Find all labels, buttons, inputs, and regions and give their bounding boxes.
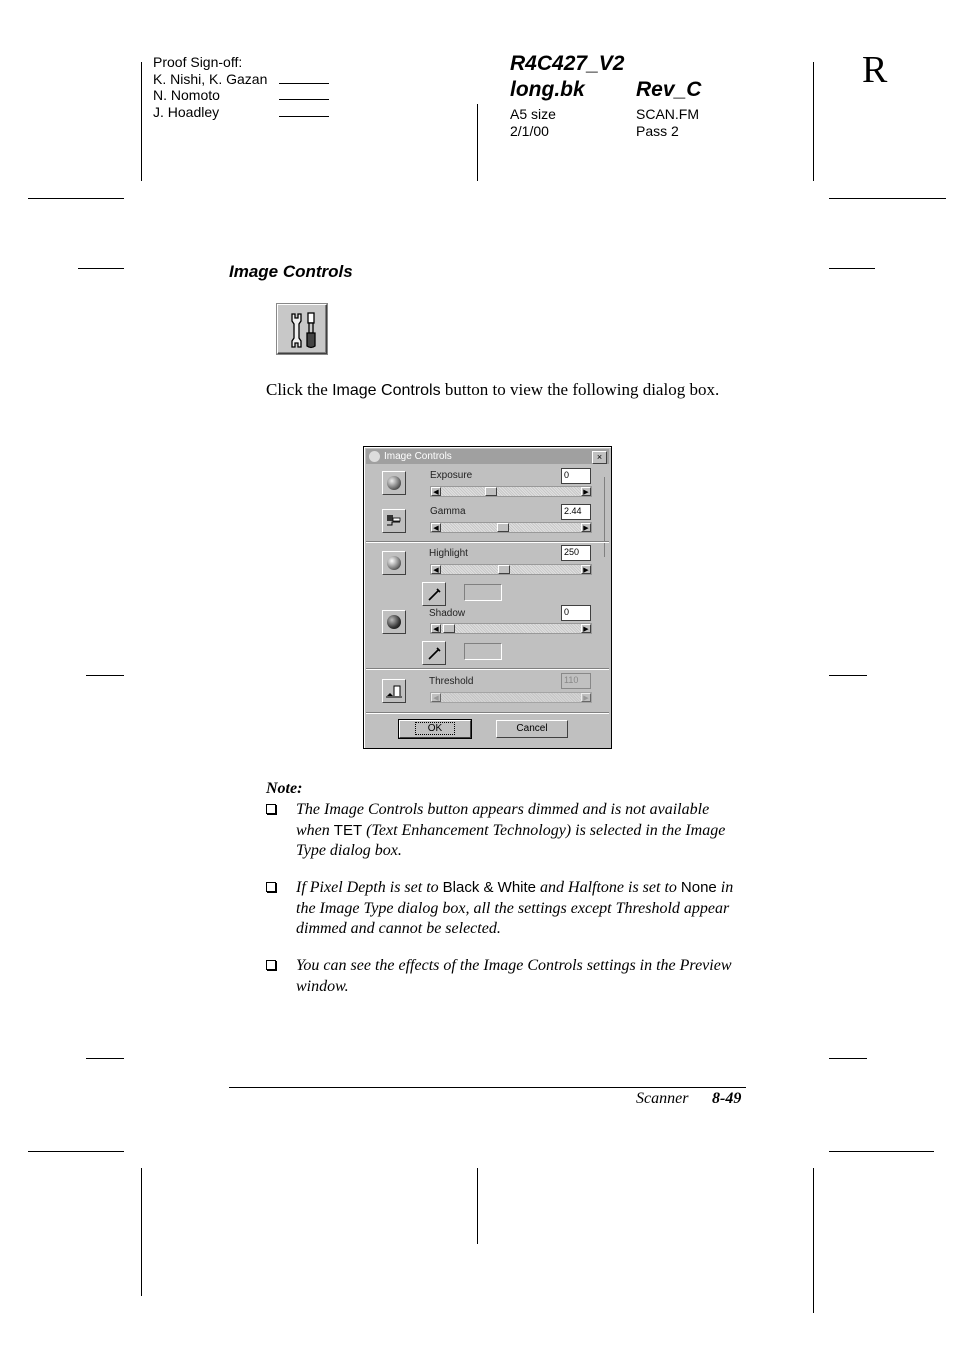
- gamma-label: Gamma: [430, 506, 466, 517]
- footer-page-number: 8-49: [712, 1090, 742, 1107]
- shadow-field[interactable]: 0: [561, 605, 591, 621]
- eyedropper-icon: [423, 642, 445, 664]
- right-arrow-icon[interactable]: ▶: [581, 565, 591, 574]
- crop-mark: [829, 198, 946, 199]
- intro-paragraph: [266, 379, 746, 401]
- slider-thumb[interactable]: [485, 487, 497, 496]
- exposure-label: Exposure: [430, 470, 473, 481]
- signoff-name: K. Nishi, K. Gazan: [153, 70, 268, 87]
- signoff-line: [279, 104, 329, 117]
- right-arrow-icon[interactable]: ▶: [581, 624, 591, 633]
- note-text: You can see the effects of the Image Controls settings in the Preview window.: [296, 957, 732, 995]
- checkbox-bullet-icon: [266, 804, 276, 814]
- checkbox-bullet-icon: [266, 960, 276, 970]
- page-size: A5 size: [510, 106, 556, 122]
- file-name: SCAN.FM: [636, 106, 699, 122]
- gamma-slider[interactable]: [430, 522, 592, 533]
- slider-thumb[interactable]: [443, 624, 455, 633]
- ok-button[interactable]: [399, 720, 471, 738]
- section-heading: Image Controls: [229, 262, 353, 281]
- note-text-part: If Pixel Depth is set to: [296, 879, 443, 896]
- crop-mark: [829, 268, 875, 269]
- shadow-color-box: [464, 643, 502, 660]
- shadow-slider[interactable]: [430, 623, 592, 634]
- cancel-button[interactable]: Cancel: [496, 720, 568, 738]
- footer-chapter: Scanner: [636, 1090, 689, 1107]
- book-name: long.bk: [510, 78, 585, 101]
- para-ui-term: Image Controls: [332, 382, 441, 399]
- threshold-field[interactable]: 110: [561, 673, 591, 689]
- left-arrow-icon[interactable]: ◀: [431, 624, 441, 633]
- footer-rule: [229, 1087, 746, 1088]
- note-title: Note:: [266, 780, 303, 797]
- proof-signoff: [153, 54, 329, 120]
- revision: Rev_C: [636, 78, 702, 101]
- ok-label: OK: [415, 722, 455, 735]
- right-arrow-icon[interactable]: ▶: [581, 693, 591, 702]
- right-arrow-icon[interactable]: ▶: [581, 523, 591, 532]
- separator: [366, 668, 609, 670]
- tools-icon: [278, 305, 326, 353]
- signoff-line: [279, 87, 329, 100]
- crop-mark: [86, 675, 124, 676]
- page-letter: R: [862, 49, 888, 91]
- left-arrow-icon[interactable]: ◀: [431, 523, 441, 532]
- close-button[interactable]: ×: [592, 451, 607, 464]
- scroll-divider: [604, 477, 605, 557]
- crop-mark: [141, 1168, 142, 1296]
- highlight-field[interactable]: 250: [561, 545, 591, 561]
- doc-id: R4C427_V2: [510, 52, 625, 75]
- gamma-icon: [383, 510, 405, 532]
- left-arrow-icon[interactable]: ◀: [431, 693, 441, 702]
- shadow-eyedropper-button[interactable]: [422, 641, 446, 665]
- crop-mark: [28, 198, 124, 199]
- highlight-slider[interactable]: [430, 564, 592, 575]
- gamma-auto-button[interactable]: [382, 509, 406, 533]
- note-ui-term: TET: [333, 821, 363, 839]
- shadow-auto-button[interactable]: [382, 610, 406, 634]
- image-controls-button[interactable]: [277, 304, 327, 354]
- note-block: [266, 779, 746, 995]
- gamma-field[interactable]: 2.44: [561, 504, 591, 520]
- highlight-icon: [387, 556, 401, 570]
- dialog-titlebar: [366, 449, 609, 464]
- exposure-field[interactable]: 0: [561, 468, 591, 484]
- threshold-button[interactable]: [382, 679, 406, 703]
- signoff-name: J. Hoadley: [153, 103, 220, 120]
- separator: [366, 712, 609, 714]
- shadow-label: Shadow: [429, 608, 466, 619]
- crop-mark: [477, 1168, 478, 1244]
- crop-mark: [28, 1151, 124, 1152]
- doc-date: 2/1/00: [510, 123, 549, 139]
- note-ui-term: None: [680, 879, 717, 896]
- left-arrow-icon[interactable]: ◀: [431, 487, 441, 496]
- proof-label: Proof Sign-off:: [153, 54, 243, 70]
- slider-thumb[interactable]: [498, 565, 510, 574]
- threshold-slider[interactable]: [430, 692, 592, 703]
- note-text: [296, 878, 746, 940]
- slider-thumb[interactable]: [497, 523, 509, 532]
- app-icon: [369, 451, 380, 462]
- checkbox-bullet-icon: [266, 882, 276, 892]
- eyedropper-icon: [423, 583, 445, 605]
- note-text-part: The Image Controls button appears dimmed and is not available when: [296, 801, 710, 839]
- separator: [366, 541, 609, 543]
- crop-mark: [813, 62, 814, 181]
- image-controls-dialog: [363, 446, 612, 749]
- note-text: [296, 800, 746, 862]
- exposure-auto-button[interactable]: [382, 471, 406, 495]
- signoff-name: N. Nomoto: [153, 87, 220, 103]
- signoff-line: [279, 71, 329, 84]
- crop-mark: [78, 268, 124, 269]
- crop-mark: [477, 104, 478, 181]
- crop-mark: [86, 1058, 124, 1059]
- note-text-part: and Halftone is set to: [536, 879, 681, 896]
- note-text-part: in the Image Type dialog box, all the settings except Threshold appear dimmed and cannot be selected.: [296, 879, 734, 937]
- exposure-icon: [387, 476, 401, 490]
- shadow-icon: [387, 615, 401, 629]
- exposure-slider[interactable]: [430, 486, 592, 497]
- highlight-color-box: [464, 584, 502, 601]
- threshold-icon: [383, 680, 405, 702]
- highlight-label: Highlight: [429, 548, 468, 559]
- threshold-label: Threshold: [429, 676, 474, 687]
- note-text-part: (Text Enhancement Technology) is selected in the Image Type dialog box.: [296, 821, 726, 859]
- right-arrow-icon[interactable]: ▶: [581, 487, 591, 496]
- crop-mark: [829, 1151, 934, 1152]
- highlight-eyedropper-button[interactable]: [422, 582, 446, 606]
- crop-mark: [829, 675, 867, 676]
- para-text: Click the: [266, 380, 333, 399]
- note-ui-term: Black & White: [442, 879, 537, 896]
- crop-mark: [813, 1168, 814, 1313]
- crop-mark: [829, 1058, 867, 1059]
- crop-mark: [141, 62, 142, 181]
- pass-number: Pass 2: [636, 123, 679, 139]
- para-text: button to view the following dialog box.: [440, 380, 720, 399]
- dialog-title: Image Controls: [384, 451, 452, 462]
- highlight-auto-button[interactable]: [382, 551, 406, 575]
- left-arrow-icon[interactable]: ◀: [431, 565, 441, 574]
